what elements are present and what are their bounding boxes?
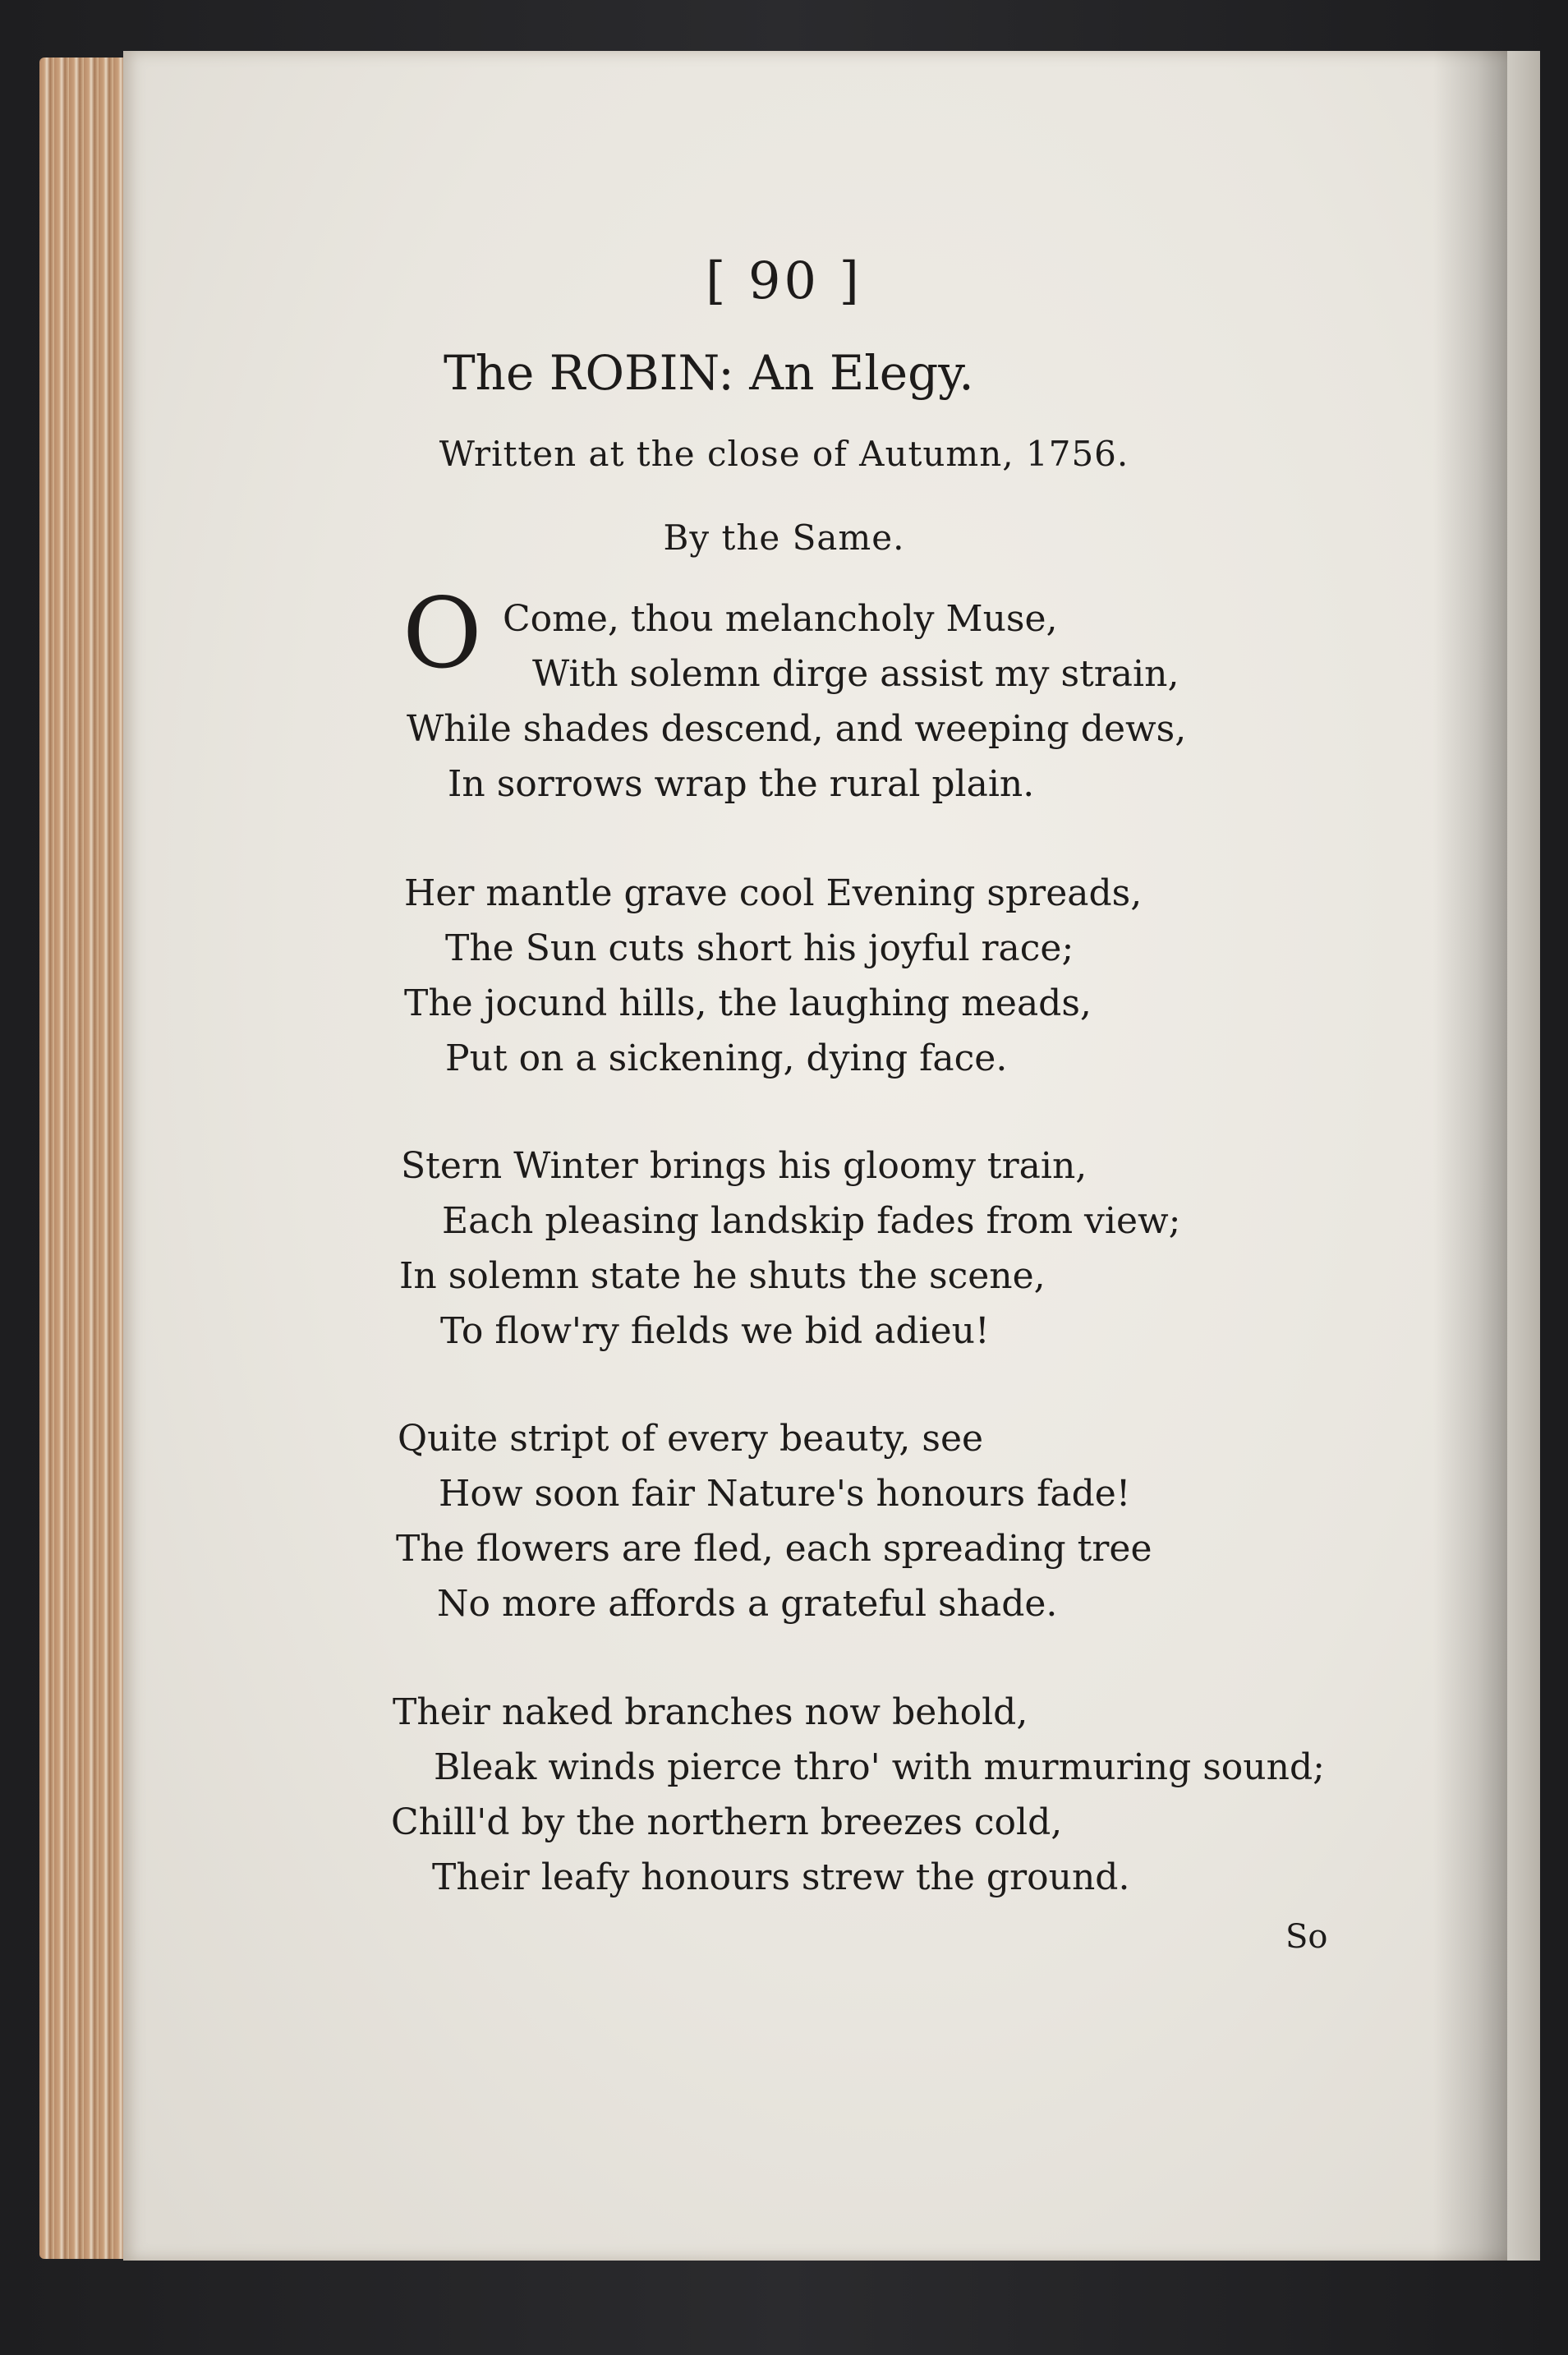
drop-cap: O [402,577,482,690]
poem-title: The ROBIN: An Elegy. [444,345,974,401]
page-number: [ 90 ] [706,251,862,310]
stanza-2-line-2: The Sun cuts short his joyful race; [445,927,1074,969]
stanza-3-line-1: Stern Winter brings his gloomy train, [401,1145,1087,1187]
poem-byline: By the Same. [663,517,905,558]
stanza-1-line-1: Come, thou melancholy Muse, [503,598,1058,640]
stanza-1-line-3: While shades descend, and weeping dews, [407,708,1187,750]
stanza-4-line-1: Quite stript of every beauty, see [398,1418,984,1460]
stanza-4-line-2: How soon fair Nature's honours fade! [439,1473,1131,1515]
poem-subtitle: Written at the close of Autumn, 1756. [439,434,1129,474]
stanza-2-line-1: Her mantle grave cool Evening spreads, [404,872,1143,914]
stanza-1-line-4: In sorrows wrap the rural plain. [448,763,1035,805]
stanza-5-line-4: Their leafy honours strew the ground. [432,1856,1130,1898]
catchword: So [1285,1918,1328,1956]
stanza-4-line-3: The flowers are fled, each spreading tree [396,1528,1152,1570]
stanza-2-line-3: The jocund hills, the laughing meads, [404,982,1092,1024]
stanza-5-line-3: Chill'd by the northern breezes cold, [391,1801,1063,1843]
stanza-4-line-4: No more affords a grateful shade. [437,1583,1058,1625]
stanza-3-line-2: Each pleasing landskip fades from view; [442,1200,1181,1242]
stanza-5-line-1: Their naked branches now behold, [393,1691,1028,1733]
stanza-3-line-4: To flow'ry fields we bid adieu! [440,1310,990,1352]
stanza-2-line-4: Put on a sickening, dying face. [445,1037,1008,1079]
stanza-5-line-2: Bleak winds pierce thro' with murmuring sound; [434,1746,1325,1788]
stanza-1-line-2: With solemn dirge assist my strain, [532,653,1179,695]
stanza-3-line-3: In solemn state he shuts the scene, [399,1255,1046,1297]
